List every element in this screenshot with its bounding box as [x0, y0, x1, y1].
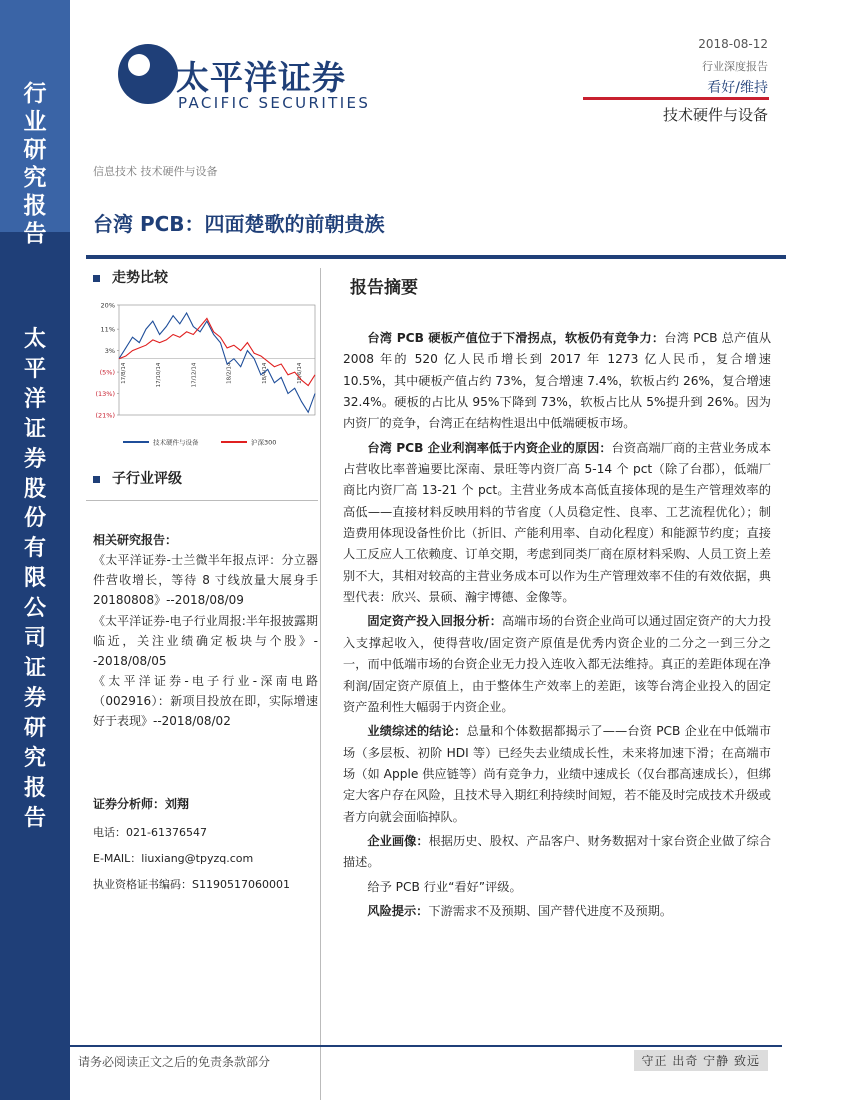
subindustry-divider [86, 500, 318, 501]
sidebar-char: 报 [23, 775, 46, 801]
x-tick-label: 18/6/14 [297, 362, 303, 384]
sidebar-char: 究 [23, 165, 47, 192]
sidebar-char: 报 [23, 193, 47, 220]
analyst-name: 证券分析师：刘翔 [93, 797, 190, 811]
summary-paragraph-text: 台湾 PCB 总产值从 2008 年的 520 亿人民币增长到 2017 年 1273 亿人民币，复合增速 10.5%，其中硬板产值占约 73%，复合增速 7.4%，软板占约 26%，复合增速 32.4%。硬板的占比从 95%下降到 73%，软板占比从 5%提升到 26%。因为内资厂的竞争，台湾正在结构性退出中低端硬板市场。 [343, 331, 772, 431]
sidebar-company-name [0, 325, 70, 833]
legend-label: 技术硬件与设备 [153, 438, 199, 447]
sidebar-char: 限 [23, 566, 46, 592]
summary-paragraph [343, 901, 771, 922]
logo-name-cn: 太平洋证券 [176, 58, 346, 97]
summary-paragraph-text: 给予 PCB 行业“看好”评级。 [367, 879, 522, 894]
industry-name: 技术硬件与设备 [662, 106, 768, 124]
related-reports-heading: 相关研究报告： [93, 533, 178, 547]
subindustry-section-heading: 子行业评级 [93, 468, 182, 488]
summary-paragraph [343, 438, 771, 609]
summary-paragraph-lead: 业绩综述的结论： [367, 724, 467, 739]
analyst-cert: 执业资格证书编码：S1190517060001 [93, 878, 290, 891]
page-title: 台湾 PCB：四面楚歌的前朝贵族 [93, 212, 385, 236]
title-divider [86, 255, 786, 259]
sidebar-char: 究 [23, 745, 46, 771]
sidebar-char: 公 [23, 596, 46, 622]
sidebar-char: 有 [23, 536, 46, 562]
analyst-phone: 电话：021-61376547 [93, 826, 207, 839]
series-line-tech-hardware [119, 313, 315, 412]
sidebar-char: 股 [23, 476, 46, 502]
sidebar-char: 券 [23, 446, 46, 472]
trend-comparison-chart [93, 297, 328, 459]
summary-paragraph-text: 台资高端厂商的主营业务成本占营收比率普遍要比深南、景旺等内资厂高 5-14 个 pct（除了台郡），低端厂商比内资厂高 13-21 个 pct。主营业务成本高低直接体现的是生产管理效率的高低——直接材料反映用料的节省度（人员稳定性、良率、工艺流程优化）；制造费用体现设备性价比（折旧、产能利用率、自动化程度）和能源节约度；直接人工反应人工依赖度、订单交期，考虑到同类厂商在原材料采购、人员工资上差别不大，其相对较高的主营业务成本可以作为生产管理效率不佳的有效依据，典型代表：欣兴、景硕、瀚宇博德、金像等。 [343, 440, 772, 605]
related-report-item[interactable]: 《太平洋证券-士兰微半年报点评：分立器件营收增长，等待 8 寸线放量大展身手 20180808》--2018/08/09 [93, 553, 318, 608]
sidebar [0, 0, 70, 1100]
summary-paragraph-lead: 台湾 PCB 企业利润率低于内资企业的原因： [367, 440, 612, 455]
summary-paragraph [343, 831, 771, 874]
x-tick-label: 17/12/14 [191, 362, 198, 388]
y-tick-label: 11% [100, 325, 115, 334]
x-tick-label: 17/8/14 [121, 362, 127, 384]
related-report-item[interactable]: 《太平洋证券-电子行业-深南电路（002916）：新项目投放在即，实际增速好于表现》--2018/08/02 [93, 674, 318, 729]
sidebar-char: 告 [23, 221, 47, 248]
sidebar-char: 太 [23, 327, 46, 352]
sidebar-char: 平 [23, 356, 46, 382]
summary-paragraph-text: 总量和个体数据都揭示了——台资 PCB 企业在中低端市场（多层板、初阶 HDI 等）已经失去业绩成长性，未来将加速下滑；在高端市场（如 Apple 供应链等）尚有竞争力，业绩中速成长（仅台郡高速成长），但绑定大客户存在风险，且技术导入期红利持续时间短，若不能及时完成技术升级或者方向就会面临掉队。 [343, 724, 772, 824]
summary-paragraph-lead: 台湾 PCB 硬板产值位于下滑拐点，软板仍有竞争力： [367, 331, 665, 345]
y-tick-label: 3% [104, 347, 115, 356]
analyst-email[interactable]: E-MAIL：liuxiang@tpyzq.com [93, 852, 254, 865]
trend-section-heading: 走势比较 [93, 267, 168, 287]
sidebar-char: 证 [23, 416, 46, 442]
x-tick-label: 18/2/14 [226, 362, 233, 384]
summary-body [343, 328, 771, 925]
bullet-square-icon [93, 476, 100, 483]
sidebar-report-category [0, 80, 70, 248]
summary-paragraph [343, 611, 771, 718]
breadcrumb: 信息技术 技术硬件与设备 [93, 165, 218, 178]
column-divider [320, 268, 321, 1100]
header-red-divider [583, 97, 769, 100]
footer-disclaimer: 请务必阅读正文之后的免责条款部分 [78, 1055, 271, 1069]
report-type: 行业深度报告 [702, 60, 768, 73]
summary-paragraph-text: 下游需求不及预期、国产替代进度不及预期。 [428, 903, 673, 918]
sidebar-char: 研 [23, 715, 46, 741]
sidebar-char: 行 [23, 81, 47, 107]
sidebar-char: 洋 [23, 386, 46, 412]
sidebar-char: 告 [23, 805, 46, 831]
legend-label: 沪深300 [251, 438, 277, 447]
x-tick-label: 18/4/14 [261, 362, 268, 384]
y-tick-label: 20% [100, 301, 115, 310]
bullet-square-icon [93, 275, 100, 282]
summary-heading: 报告摘要 [350, 278, 418, 298]
y-tick-label: (13%) [95, 390, 115, 399]
sidebar-char: 份 [23, 506, 46, 532]
summary-paragraph-lead: 企业画像： [367, 833, 429, 848]
y-tick-label: (5%) [99, 368, 115, 377]
summary-paragraph-text: 根据历史、股权、产品客户、财务数据对十家台资企业做了综合描述。 [343, 833, 772, 870]
industry-rating: 看好/维持 [707, 80, 768, 96]
summary-paragraph-text: 高端市场的台资企业尚可以通过固定资产的大力投入支撑起收入，使得营收/固定资产原值是优秀内资企业的二分之一到三分之一，而中低端市场的台资企业无力投入连收入都无法维持。真正的差距体现在净利润/固定资产原值上，由于整体生产效率上的差距，该等台湾企业投入的固定资产盈利性大幅弱于内资企业。 [343, 614, 772, 714]
footer-divider [70, 1045, 782, 1047]
sidebar-char: 证 [23, 655, 46, 681]
sidebar-char: 司 [23, 626, 46, 652]
analyst-info [93, 795, 318, 902]
sidebar-char: 研 [23, 137, 47, 164]
series-line-hs300 [119, 318, 315, 388]
related-reports [93, 530, 318, 732]
plot-frame [119, 305, 315, 415]
sidebar-char: 业 [23, 109, 47, 136]
report-date: 2018-08-12 [698, 37, 768, 51]
summary-paragraph-lead: 固定资产投入回报分析： [367, 614, 502, 629]
footer-motto: 守正 出奇 宁静 致远 [634, 1050, 768, 1071]
y-tick-label: (21%) [95, 411, 115, 420]
related-report-item[interactable]: 《太平洋证券-电子行业周报:半年报披露期临近，关注业绩确定板块与个股》--2018/08/05 [93, 613, 318, 668]
summary-paragraph [343, 328, 771, 435]
logo-name-en: PACIFIC SECURITIES [178, 94, 371, 112]
summary-paragraph [343, 721, 771, 828]
summary-paragraph-lead: 风险提示： [367, 903, 429, 918]
sidebar-char: 券 [23, 685, 46, 711]
summary-paragraph [343, 877, 771, 898]
x-tick-label: 17/10/14 [156, 362, 163, 388]
